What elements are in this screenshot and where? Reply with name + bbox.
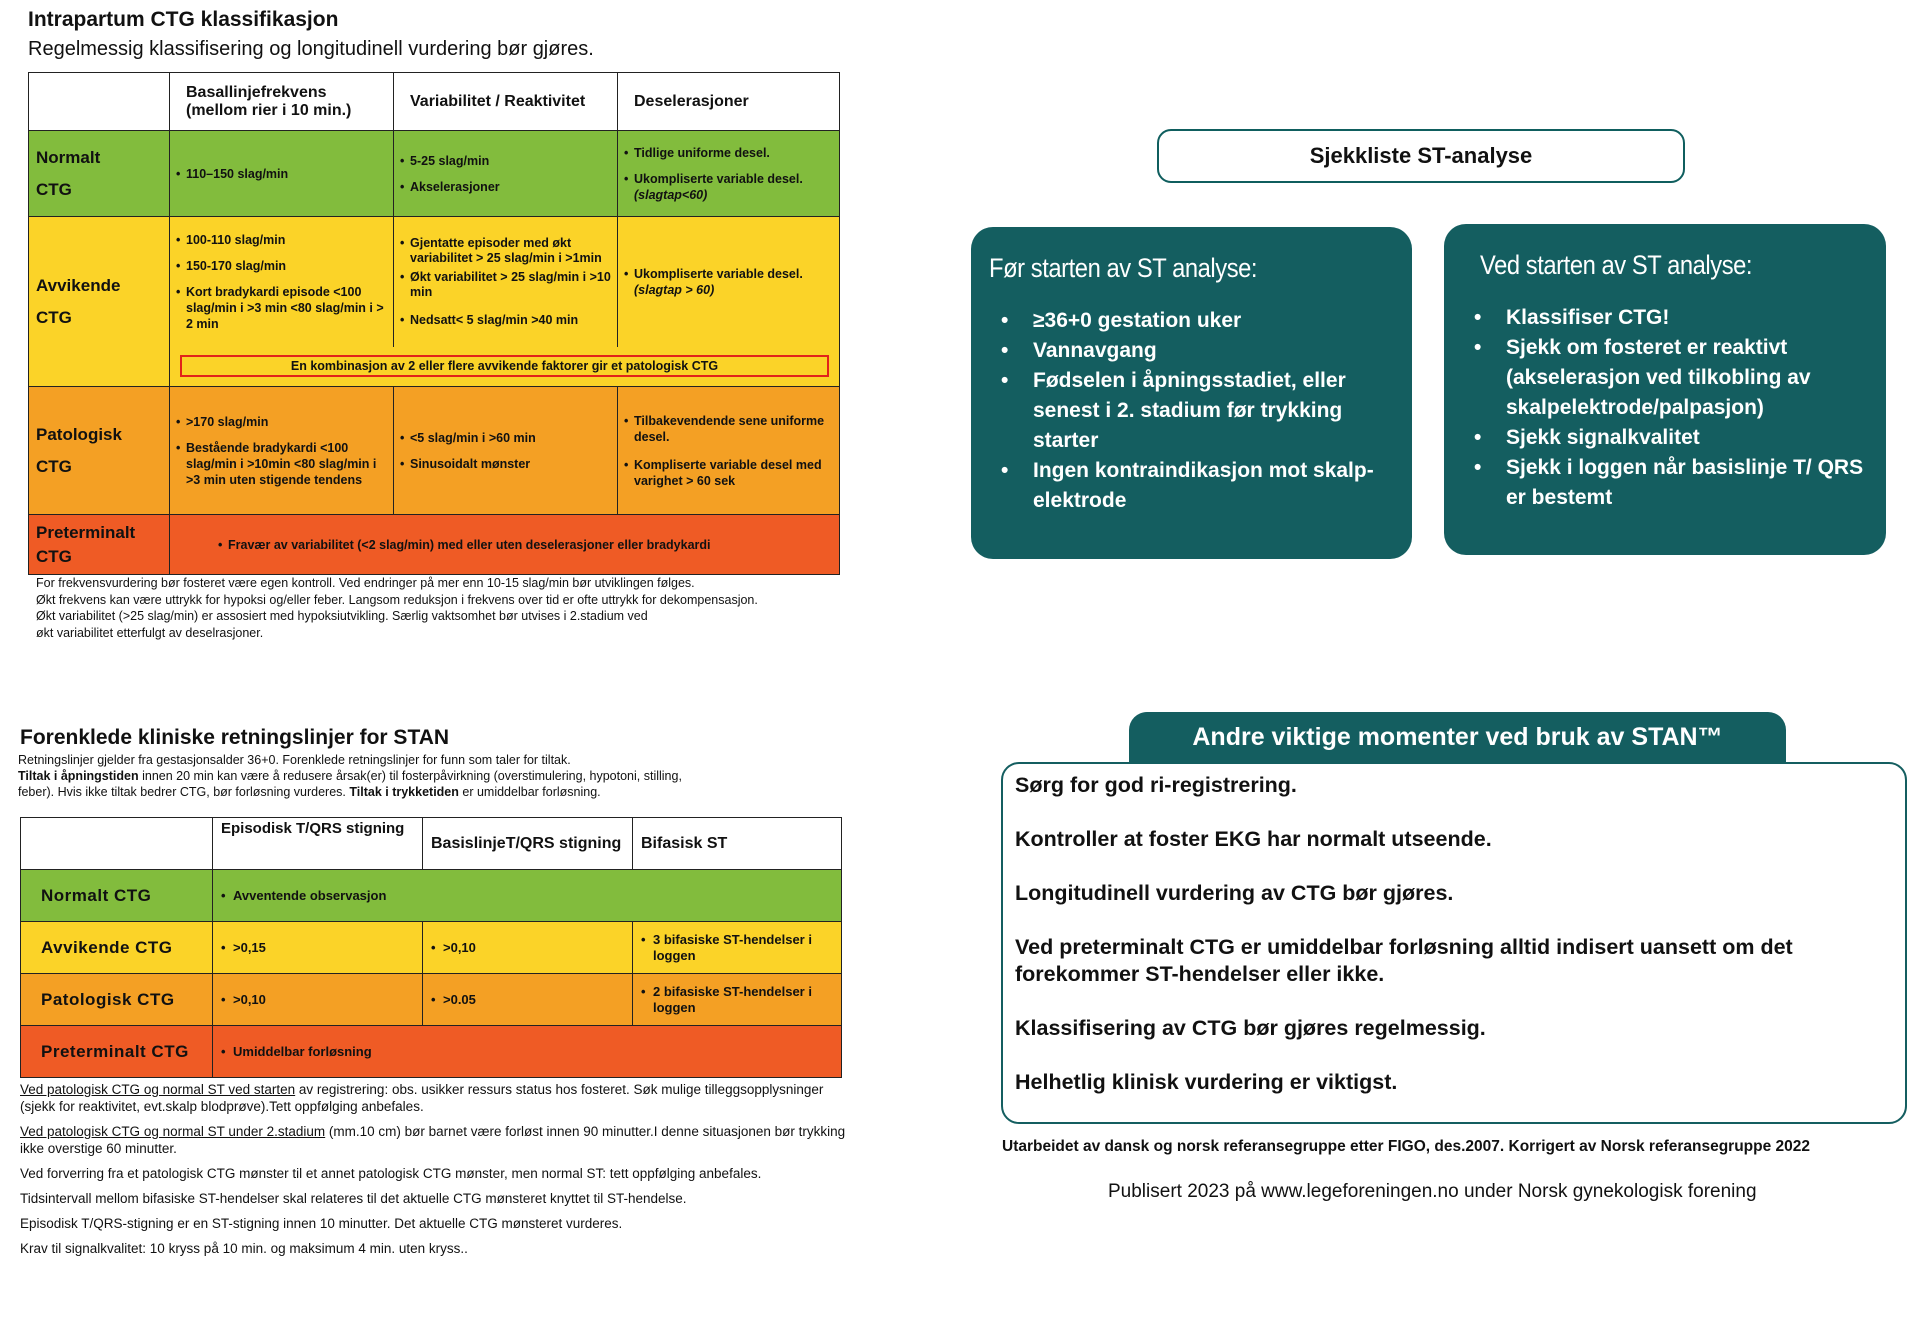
andre-item: Ved preterminalt CTG er umiddelbar forløsning alltid indisert uansett om det forekommer ST-hendelser eller ikke. xyxy=(1015,935,1793,986)
stan-notes: Ved patologisk CTG og normal ST ved starten av registrering: obs. usikker ressurs status hos fosteret. Søk mulige tilleggsopplysninger (sjekk for reaktivitet, evt.skalp blodprøve).Tett oppfølging anbefales. Ved patologisk CTG og normal ST under 2.stadium (mm.10 cm) bør barnet være forløst innen 90 minutter.I denne situasjonen bør trykking ikke overstige 60 minutter. Ved forverring fra et patologisk CTG mønster til et annet patologisk CTG mønster, men normal ST: tett oppfølging anbefales. Tidsintervall mellom bifasiske ST-hendelser skal relateres til det aktuelle CTG mønsteret knyttet til ST-hendelse. Episodisk T/QRS-stigning er en ST-stigning innen 10 minutter. Det aktuelle CTG mønsteret vurderes. Krav til signalkvalitet: 10 kryss på 10 min. og maksimum 4 min. uten kryss.. xyxy=(20,1082,846,1256)
checklist-item: • Ingen kontraindikasjon mot skalp-elektrode xyxy=(989,456,1394,516)
stan-header-episodisk: Episodisk T/QRS stigning xyxy=(213,818,423,870)
stan-header-bifasisk: Bifasisk ST xyxy=(633,818,842,870)
ctg-row-label: Avvikende CTG xyxy=(29,217,170,387)
stan-cell: • >0,10 xyxy=(423,922,633,974)
ctg-row-label: Patologisk CTG xyxy=(29,387,170,515)
ctg-row-label: Normalt CTG xyxy=(29,131,170,217)
before-st-analysis-box xyxy=(971,227,1412,559)
stan-cell: • >0,10 xyxy=(213,974,423,1026)
checklist-item: • ≥36+0 gestation uker xyxy=(989,306,1394,336)
ctg-header-empty xyxy=(29,73,170,131)
at-st-title: Ved starten av ST analyse: xyxy=(1480,250,1753,280)
andre-title: Andre viktige momenter ved bruk av STAN™ xyxy=(1129,712,1786,762)
stan-row-label: Normalt CTG xyxy=(21,870,213,922)
ctg-cell: • >170 slag/min • Bestående bradykardi <100 slag/min i >10min <80 slag/min i >3 min uten stigende tendens xyxy=(170,387,394,515)
credit-text: Utarbeidet av dansk og norsk referansegruppe etter FIGO, des.2007. Korrigert av Norsk referansegruppe 2022 xyxy=(1002,1138,1811,1155)
ctg-cell: • Ukompliserte variable desel. (slagtap > 60) xyxy=(618,217,840,347)
stan-row-preterminalt xyxy=(21,1026,842,1078)
ctg-header-basal: Basallinjefrekvens (mellom rier i 10 min.) xyxy=(170,73,394,131)
andre-item: Kontroller at foster EKG har normalt utseende. xyxy=(1015,827,1492,851)
stan-header-empty xyxy=(21,818,213,870)
stan-cell: • >0,15 xyxy=(213,922,423,974)
ctg-cell: • Tilbakevendende sene uniforme desel. • Kompliserte variable desel med varighet > 60 sek xyxy=(618,387,840,515)
stan-row-patologisk xyxy=(21,974,842,1026)
stan-row-normal xyxy=(21,870,842,922)
ctg-combo-note: En kombinasjon av 2 eller flere avvikende faktorer gir et patologisk CTG xyxy=(180,355,829,377)
stan-cell: • Umiddelbar forløsning xyxy=(213,1026,842,1078)
ctg-cell: • Fravær av variabilitet (<2 slag/min) med eller uten deselerasjoner eller bradykardi xyxy=(170,515,840,575)
stan-title: Forenklede kliniske retningslinjer for STAN xyxy=(20,726,450,749)
checklist-item: • Klassifiser CTG! xyxy=(1462,303,1868,333)
at-st-analysis-box xyxy=(1444,224,1886,555)
ctg-cell: • 110–150 slag/min xyxy=(170,131,394,217)
stan-cell: • 3 bifasiske ST-hendelser i loggen xyxy=(633,922,842,974)
published-text: Publisert 2023 på www.legeforeningen.no under Norsk gynekologisk forening xyxy=(1108,1181,1757,1202)
checklist-item: • Sjekk signalkvalitet xyxy=(1462,423,1868,453)
ctg-cell: • <5 slag/min i >60 min • Sinusoidalt mønster xyxy=(394,387,618,515)
andre-box xyxy=(1001,762,1907,1124)
ctg-combo-cell xyxy=(170,347,840,387)
ctg-cell: • Gjentatte episoder med økt variabilitet > 25 slag/min i >1min • Økt variabilitet > 25 slag/min i >10 min • Nedsatt< 5 slag/min >40 min xyxy=(394,217,618,347)
ctg-row-normal xyxy=(29,131,840,217)
ctg-cell: • 100-110 slag/min • 150-170 slag/min • Kort bradykardi episode <100 slag/min i >3 min <80 slag/min i > 2 min xyxy=(170,217,394,347)
stan-cell: • 2 bifasiske ST-hendelser i loggen xyxy=(633,974,842,1026)
ctg-row-label: Preterminalt CTG xyxy=(29,515,170,575)
andre-item: Helhetlig klinisk vurdering er viktigst. xyxy=(1015,1070,1398,1094)
before-st-title: Før starten av ST analyse: xyxy=(989,253,1258,283)
andre-item: Sørg for god ri-registrering. xyxy=(1015,773,1297,797)
stan-row-label: Preterminalt CTG xyxy=(21,1026,213,1078)
ctg-row-avvikende xyxy=(29,217,840,347)
checklist-item: • Sjekk i loggen når basislinje T/ QRS er bestemt xyxy=(1462,453,1868,513)
stan-intro: Retningslinjer gjelder fra gestasjonsalder 36+0. Forenklede retningslinjer for funn som taler for tiltak. Tiltak i åpningstiden innen 20 min kan være å redusere årsak(er) til fosterpåvirkning (overstimulering, hypotoni, stilling, feber). Hvis ikke tiltak bedrer CTG, bør forløsning vurderes. Tiltak i trykketiden er umiddelbar forløsning. xyxy=(18,753,682,799)
checklist-title: Sjekkliste ST-analyse xyxy=(1157,129,1685,183)
ctg-header-desel: Deselerasjoner xyxy=(618,73,840,131)
stan-row-label: Patologisk CTG xyxy=(21,974,213,1026)
ctg-header-variab: Variabilitet / Reaktivitet xyxy=(394,73,618,131)
stan-header-basis: BasislinjeT/QRS stigning xyxy=(423,818,633,870)
stan-row-label: Avvikende CTG xyxy=(21,922,213,974)
andre-item: Longitudinell vurdering av CTG bør gjøres. xyxy=(1015,881,1454,905)
stan-row-avvikende xyxy=(21,922,842,974)
checklist-item: • Sjekk om fosteret er reaktivt (akselerasjon ved tilkobling av skalpelektrode/palpasjon) xyxy=(1462,333,1868,423)
stan-table xyxy=(20,817,842,1078)
ctg-notes: For frekvensvurdering bør fosteret være egen kontroll. Ved endringer på mer enn 10-15 slag/min bør utviklingen følges. Økt frekvens kan være uttrykk for hypoksi og/eller feber. Langsom reduksjon i frekvens over tid er ofte uttrykk for dekompensasjon. Økt variabilitet (>25 slag/min) er assosiert med hypoksiutvikling. Særlig vaktsomhet bør utvises i 2.stadium ved økt variabilitet etterfulgt av deselrasjoner. xyxy=(36,576,758,640)
ctg-classification-table xyxy=(28,72,840,575)
stan-cell: • >0.05 xyxy=(423,974,633,1026)
checklist-item: • Fødselen i åpningsstadiet, eller senest i 2. stadium før trykking starter xyxy=(989,366,1394,456)
ctg-subtitle: Regelmessig klassifisering og longitudinell vurdering bør gjøres. xyxy=(28,38,594,60)
ctg-title: Intrapartum CTG klassifikasjon xyxy=(28,8,339,31)
checklist-item: • Vannavgang xyxy=(989,336,1394,366)
ctg-row-patologisk xyxy=(29,387,840,515)
andre-item: Klassifisering av CTG bør gjøres regelmessig. xyxy=(1015,1016,1486,1040)
stan-cell: • Avventende observasjon xyxy=(213,870,842,922)
ctg-cell: • Tidlige uniforme desel. • Ukompliserte variable desel. (slagtap<60) xyxy=(618,131,840,217)
ctg-cell: • 5-25 slag/min • Akselerasjoner xyxy=(394,131,618,217)
ctg-row-preterminalt xyxy=(29,515,840,575)
